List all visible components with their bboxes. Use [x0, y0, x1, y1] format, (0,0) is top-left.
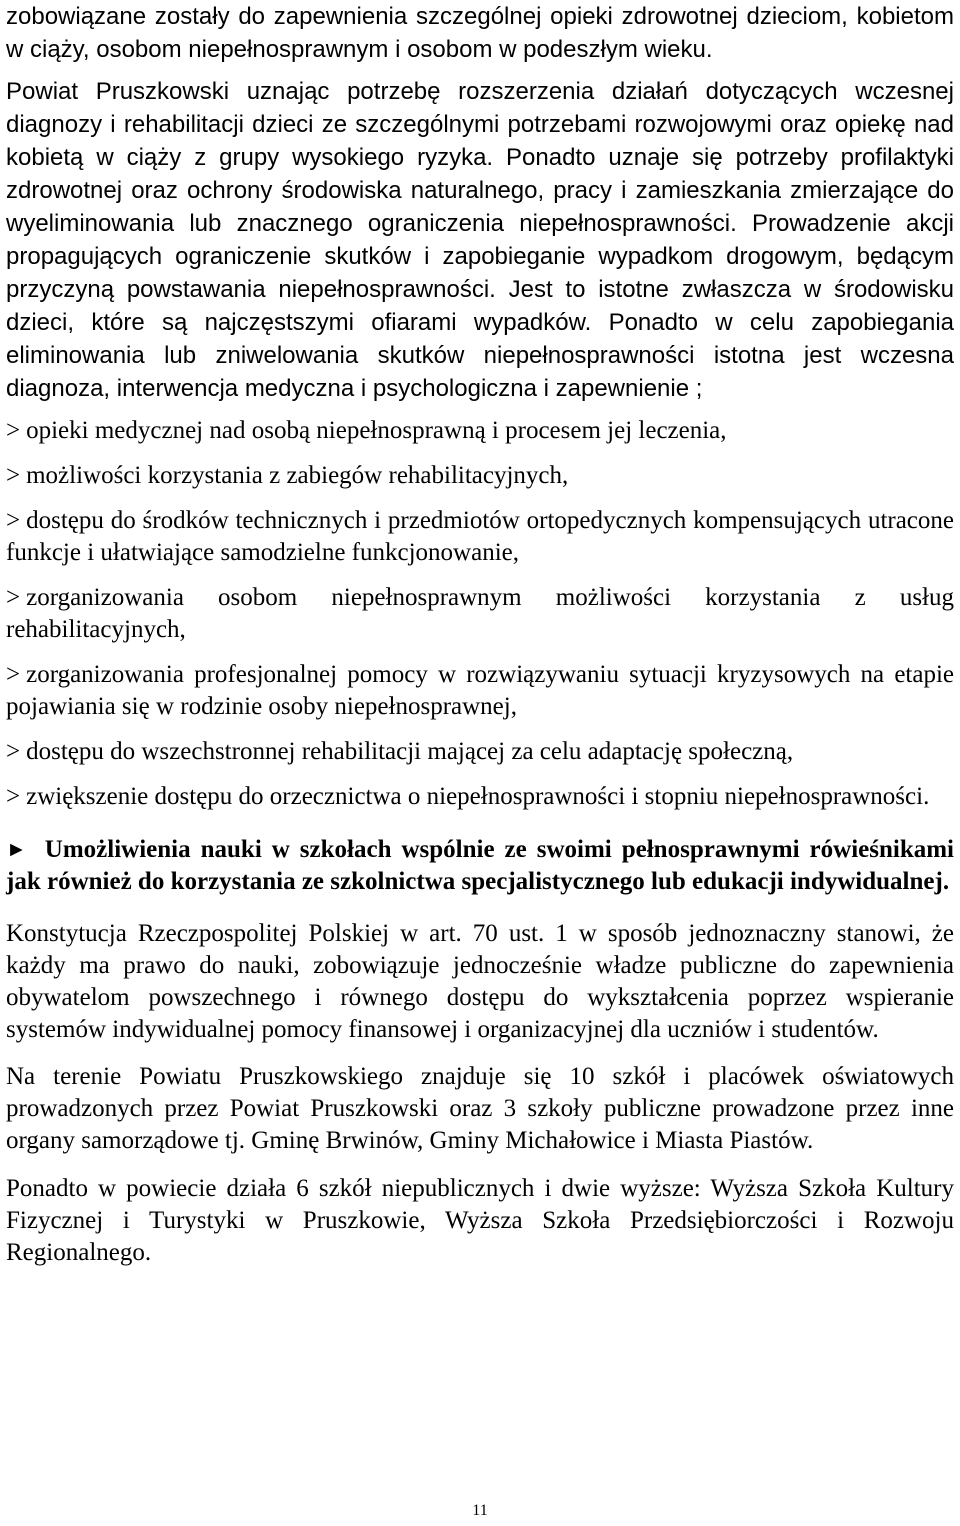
list-item-text: dostępu do środków technicznych i przedmiotów ortopedycznych kompensujących utracone funkcje i ułatwiające samodzielne funkcjonowanie, — [6, 507, 954, 566]
page-number: 11 — [472, 1502, 488, 1519]
list-item-text: zorganizowania osobom niepełnosprawnym możliwości korzystania z usług rehabilitacyjnych, — [6, 584, 954, 643]
list-item-text: możliwości korzystania z zabiegów rehabilitacyjnych, — [26, 462, 569, 489]
list-item-text: dostępu do wszechstronnej rehabilitacji mającej za celu adaptację społeczną, — [26, 738, 794, 765]
list-marker: > — [6, 462, 21, 489]
paragraph-private-schools: Ponadto w powiecie działa 6 szkół niepublicznych i dwie wyższe: Wyższa Szkoła Kultury Fizycznej i Turystyki w Pruszkowie, Wyższa Szkoła Przedsiębiorczości i Rozwoju Regionalnego. — [6, 1175, 954, 1266]
list-item-text: opieki medycznej nad osobą niepełnosprawną i procesem jej leczenia, — [26, 417, 727, 444]
list-item — [6, 460, 954, 492]
paragraph-schools-count: Na terenie Powiatu Pruszkowskiego znajduje się 10 szkół i placówek oświatowych prowadzonych przez Powiat Pruszkowski oraz 3 szkoły publiczne prowadzone przez inne organy samorządowe tj. Gminę Brwinów, Gminy Michałowice i Miasta Piastów. — [6, 1063, 954, 1154]
list-item-text: zwiększenie dostępu do orzecznictwa o niepełnosprawności i stopniu niepełnosprawności. — [26, 783, 930, 810]
section-heading-text: Umożliwienia nauki w szkołach wspólnie ze swoimi pełnosprawnymi rówieśnikami jak również do korzystania ze szkolnictwa specjalistycznego lub edukacji indywidualnej. — [6, 836, 954, 895]
list-marker: > — [6, 661, 21, 688]
list-item — [6, 659, 954, 723]
paragraph-intro: zobowiązane zostały do zapewnienia szczególnej opieki zdrowotnej dzieciom, kobietom w ciąży, osobom niepełnosprawnym i osobom w podeszłym wieku. — [6, 3, 954, 63]
section-heading — [6, 833, 954, 898]
list-item-text: zorganizowania profesjonalnej pomocy w rozwiązywaniu sytuacji kryzysowych na etapie pojawiania się w rodzinie osoby niepełnosprawnej, — [6, 661, 954, 720]
paragraph-constitution: Konstytucja Rzeczpospolitej Polskiej w art. 70 ust. 1 w sposób jednoznaczny stanowi, że każdy ma prawo do nauki, zobowiązuje jednocześnie władze publiczne do zapewnienia obywatelom powszechnego i równego dostępu do wykształcenia poprzez wspieranie systemów indywidualnej pomocy finansowej i organizacyjnej dla uczniów i studentów. — [6, 920, 954, 1043]
list-marker: > — [6, 507, 21, 534]
list-item — [6, 505, 954, 569]
list-item — [6, 415, 954, 447]
arrow-right-icon: ► — [6, 837, 27, 861]
paragraph-powiat-needs: Powiat Pruszkowski uznając potrzebę rozszerzenia działań dotyczących wczesnej diagnozy i rehabilitacji dzieci ze szczególnymi potrzebami rozwojowymi oraz opiekę nad kobietą w ciąży z grupy wysokiego ryzyka. Ponadto uznaje się potrzeby profilaktyki zdrowotnej oraz ochrony środowiska naturalnego, pracy i zamieszkania zmierzające do wyeliminowania lub znacznego ograniczenia niepełnosprawności. Prowadzenie akcji propagujących ograniczenie skutków i zapobieganie wypadkom drogowym, będącym przyczyną powstawania niepełnosprawności. Jest to istotne zwłaszcza w środowisku dzieci, które są najczęstszymi ofiarami wypadków. Ponadto w celu zapobiegania eliminowania lub zniwelowania skutków niepełnosprawności istotna jest wczesna diagnoza, interwencja medyczna i psychologiczna i zapewnienie ; — [6, 78, 954, 402]
list-item — [6, 736, 954, 768]
document-page — [6, 0, 954, 1269]
list-item — [6, 781, 954, 813]
list-marker: > — [6, 417, 21, 444]
list-item — [6, 582, 954, 646]
list-marker: > — [6, 783, 21, 810]
list-marker: > — [6, 584, 21, 611]
needs-list — [6, 415, 954, 813]
list-marker: > — [6, 738, 21, 765]
